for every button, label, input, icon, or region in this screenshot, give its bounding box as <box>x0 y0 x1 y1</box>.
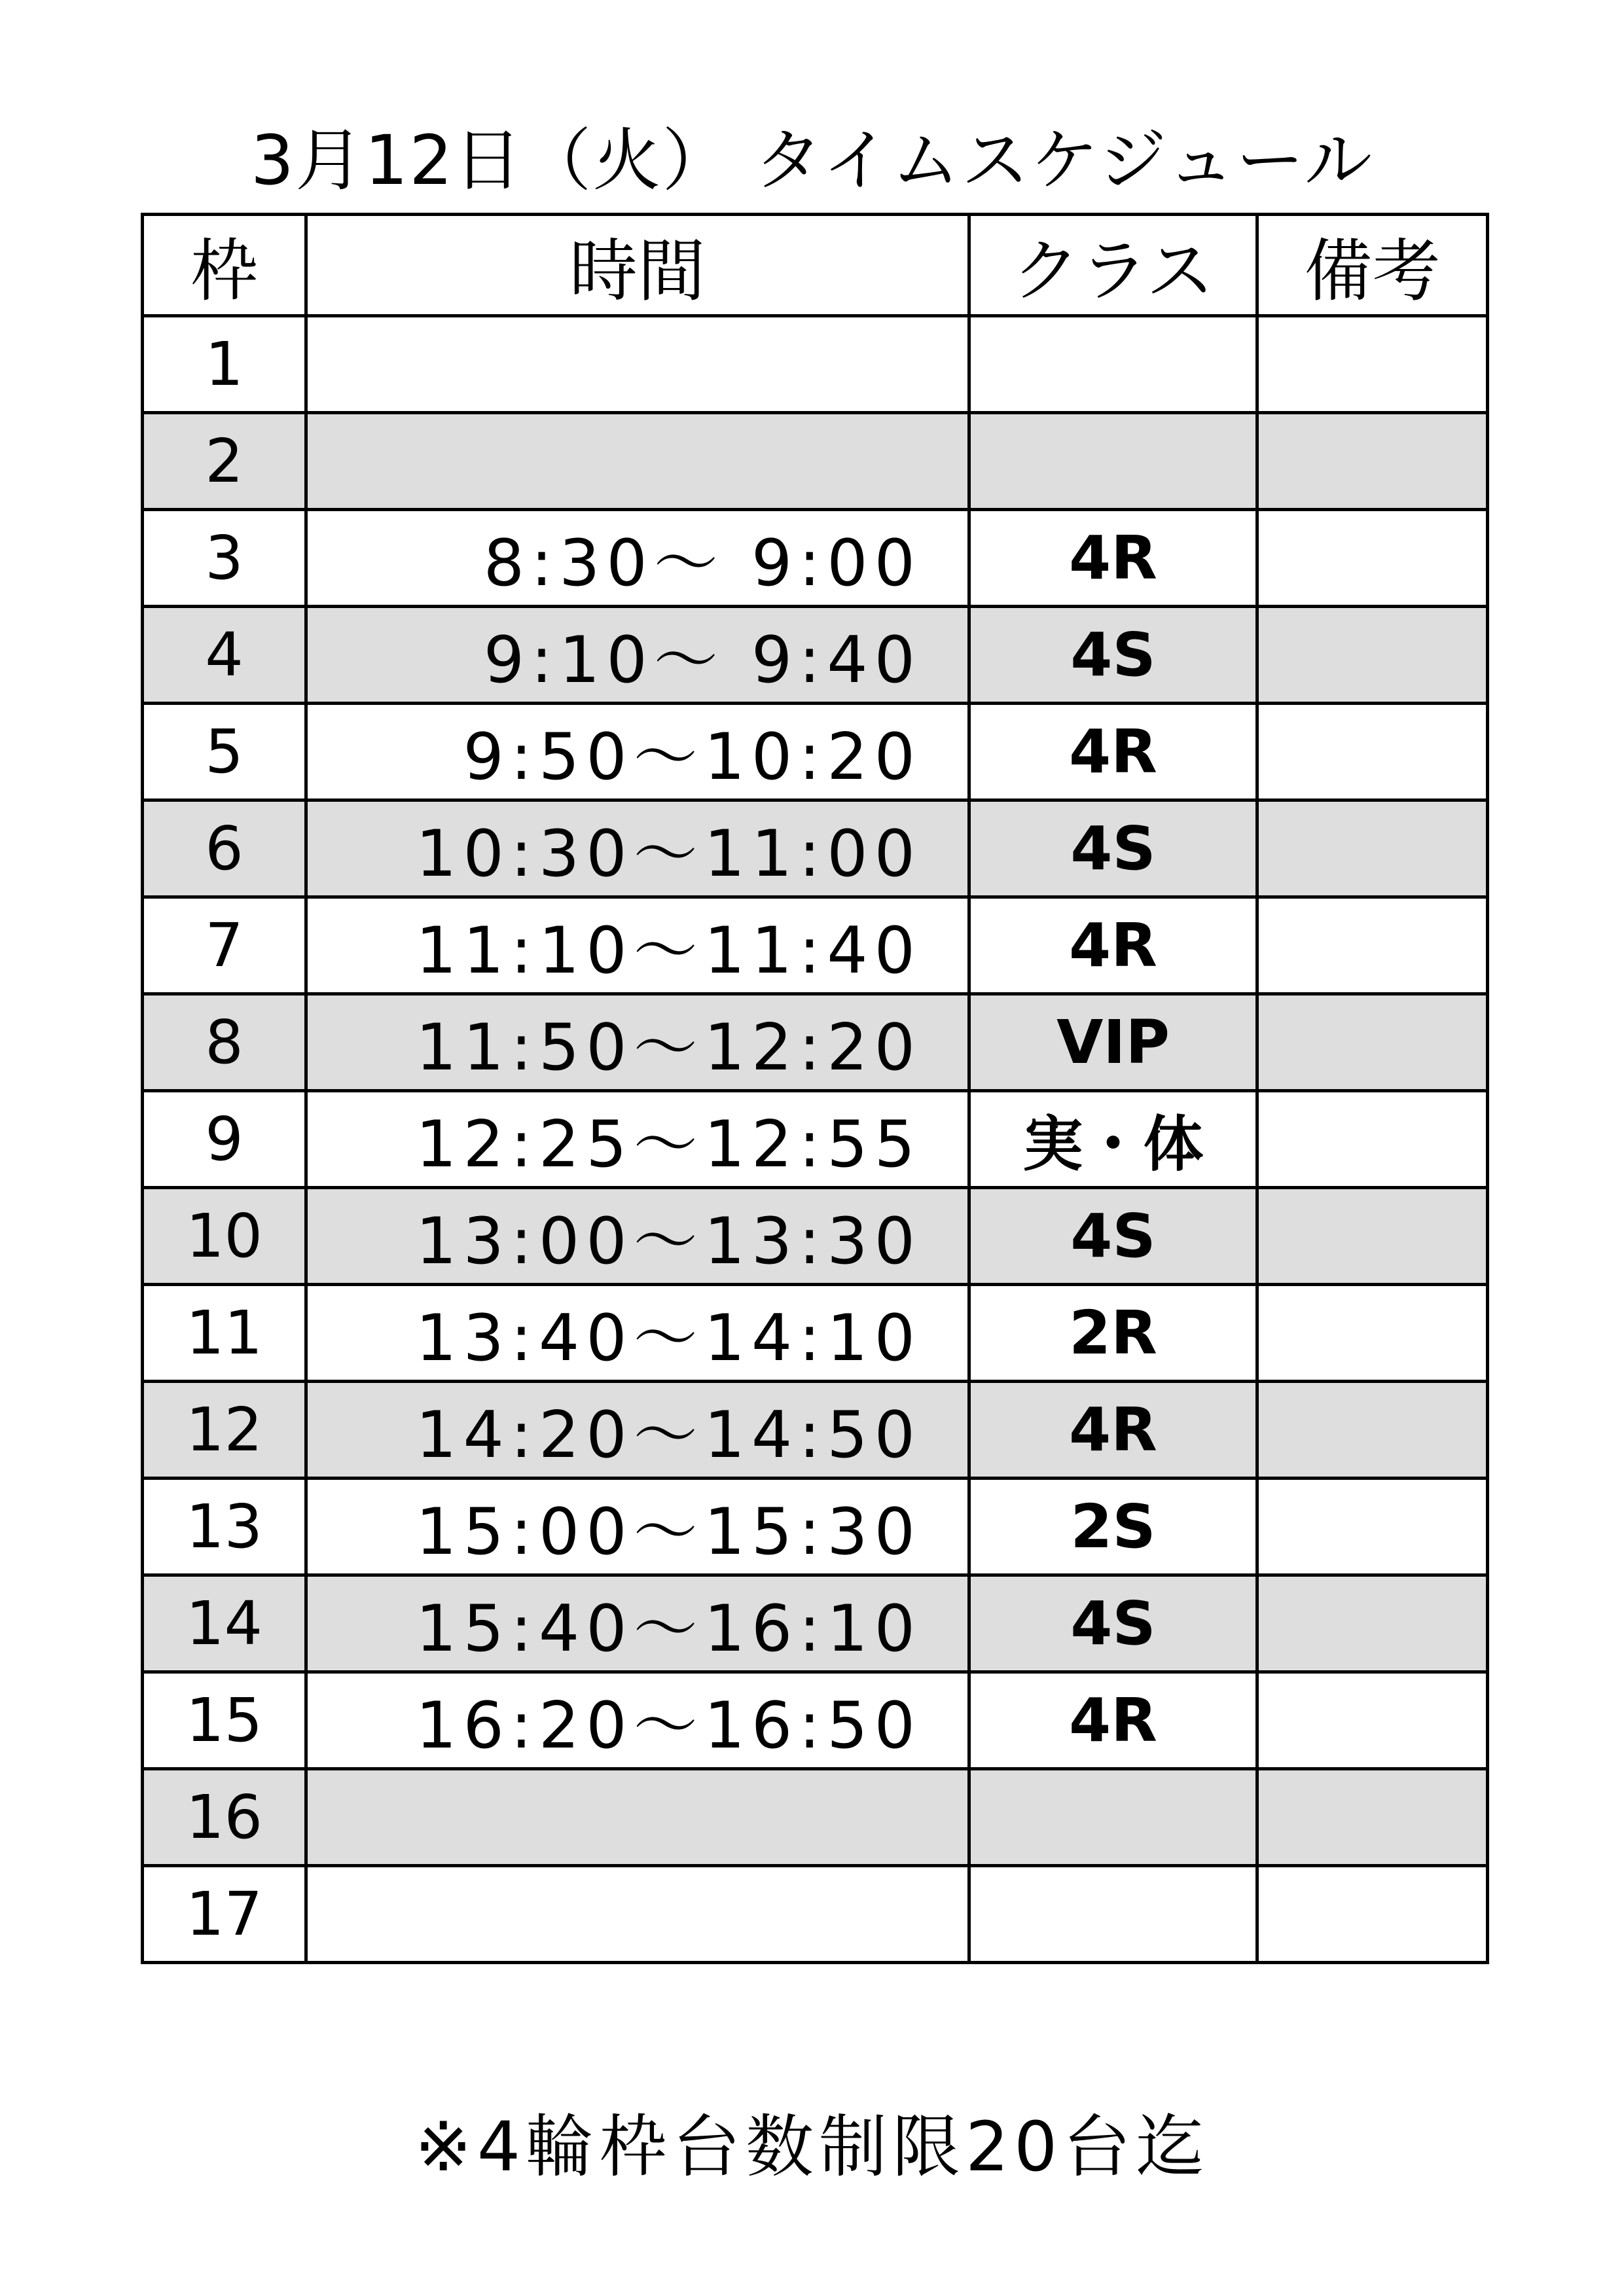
slot-cell: 12 <box>143 1382 306 1479</box>
class-cell: 4S <box>969 607 1257 704</box>
time-cell <box>306 1866 969 1963</box>
table-row <box>143 1575 1488 1672</box>
class-cell <box>969 316 1257 413</box>
note-cell <box>1257 994 1488 1091</box>
note-cell <box>1257 1285 1488 1382</box>
class-cell: 2S <box>969 1479 1257 1575</box>
table-row <box>143 1091 1488 1188</box>
time-cell: 11:50～12:20 <box>306 994 969 1091</box>
slot-cell: 11 <box>143 1285 306 1382</box>
time-cell: 14:20～14:50 <box>306 1382 969 1479</box>
table-row <box>143 1769 1488 1866</box>
class-cell: 4R <box>969 704 1257 800</box>
header-slot: 枠 <box>143 215 306 316</box>
header-time: 時間 <box>306 215 969 316</box>
table-row <box>143 1479 1488 1575</box>
table-row <box>143 1188 1488 1285</box>
slot-cell: 4 <box>143 607 306 704</box>
class-cell: 4S <box>969 1575 1257 1672</box>
note-cell <box>1257 1769 1488 1866</box>
slot-cell: 10 <box>143 1188 306 1285</box>
table-row <box>143 1866 1488 1963</box>
time-cell: 9:50～10:20 <box>306 704 969 800</box>
header-class: クラス <box>969 215 1257 316</box>
time-cell: 12:25～12:55 <box>306 1091 969 1188</box>
class-cell <box>969 413 1257 510</box>
slot-cell: 7 <box>143 897 306 994</box>
time-cell: 13:40～14:10 <box>306 1285 969 1382</box>
slot-cell: 1 <box>143 316 306 413</box>
table-row <box>143 607 1488 704</box>
table-row <box>143 413 1488 510</box>
time-cell: 13:00～13:30 <box>306 1188 969 1285</box>
class-cell: 実・体 <box>969 1091 1257 1188</box>
table-row <box>143 994 1488 1091</box>
table-row <box>143 800 1488 897</box>
slot-cell: 8 <box>143 994 306 1091</box>
note-cell <box>1257 704 1488 800</box>
class-cell: 4R <box>969 1382 1257 1479</box>
time-cell: 16:20～16:50 <box>306 1672 969 1769</box>
class-cell: 4R <box>969 510 1257 607</box>
time-cell: 8:30～ 9:00 <box>306 510 969 607</box>
table-row <box>143 1672 1488 1769</box>
slot-cell: 5 <box>143 704 306 800</box>
note-cell <box>1257 1188 1488 1285</box>
note-cell <box>1257 1575 1488 1672</box>
note-cell <box>1257 510 1488 607</box>
table-body <box>143 316 1488 1963</box>
note-cell <box>1257 413 1488 510</box>
note-cell <box>1257 1672 1488 1769</box>
class-cell: 2R <box>969 1285 1257 1382</box>
header-note: 備考 <box>1257 215 1488 316</box>
time-cell: 15:00～15:30 <box>306 1479 969 1575</box>
table-row <box>143 1285 1488 1382</box>
class-cell <box>969 1769 1257 1866</box>
time-cell <box>306 316 969 413</box>
table-row <box>143 510 1488 607</box>
slot-cell: 2 <box>143 413 306 510</box>
class-cell: 4R <box>969 897 1257 994</box>
table-row <box>143 316 1488 413</box>
slot-cell: 3 <box>143 510 306 607</box>
time-cell: 15:40～16:10 <box>306 1575 969 1672</box>
class-cell: 4S <box>969 1188 1257 1285</box>
class-cell: 4R <box>969 1672 1257 1769</box>
time-cell: 10:30～11:00 <box>306 800 969 897</box>
time-cell <box>306 1769 969 1866</box>
slot-cell: 6 <box>143 800 306 897</box>
note-cell <box>1257 1479 1488 1575</box>
footnote: ※4輪枠台数制限20台迄 <box>414 2107 1210 2187</box>
time-cell <box>306 413 969 510</box>
slot-cell: 15 <box>143 1672 306 1769</box>
note-cell <box>1257 897 1488 994</box>
note-cell <box>1257 316 1488 413</box>
time-cell: 9:10～ 9:40 <box>306 607 969 704</box>
note-cell <box>1257 800 1488 897</box>
class-cell <box>969 1866 1257 1963</box>
schedule-table <box>141 213 1489 1964</box>
note-cell <box>1257 1866 1488 1963</box>
slot-cell: 17 <box>143 1866 306 1963</box>
page-title: 3月12日（火） タイムスケジュール <box>250 120 1374 200</box>
slot-cell: 16 <box>143 1769 306 1866</box>
class-cell: VIP <box>969 994 1257 1091</box>
slot-cell: 14 <box>143 1575 306 1672</box>
table-header-row <box>143 215 1488 316</box>
class-cell: 4S <box>969 800 1257 897</box>
table-row <box>143 704 1488 800</box>
slot-cell: 13 <box>143 1479 306 1575</box>
note-cell <box>1257 1091 1488 1188</box>
time-cell: 11:10～11:40 <box>306 897 969 994</box>
table-row <box>143 897 1488 994</box>
note-cell <box>1257 1382 1488 1479</box>
table-row <box>143 1382 1488 1479</box>
slot-cell: 9 <box>143 1091 306 1188</box>
note-cell <box>1257 607 1488 704</box>
